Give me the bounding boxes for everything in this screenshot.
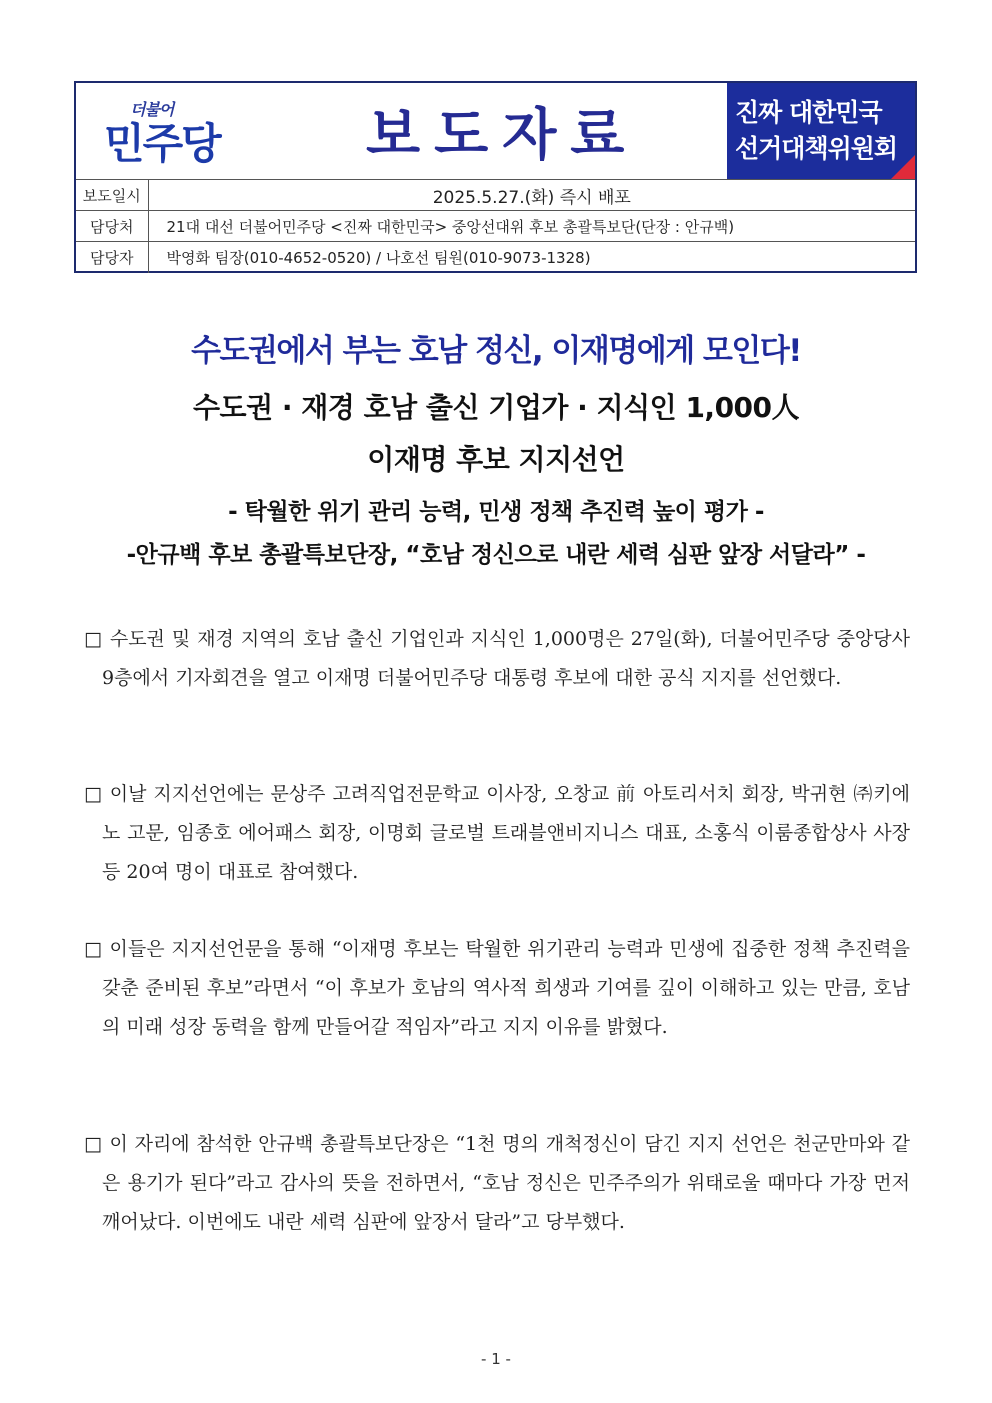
- body-paragraph: □ 수도권 및 재경 지역의 호남 출신 기업인과 지식인 1,000명은 27일(화), 더불어민주당 중앙당사 9층에서 기자회견을 열고 이재명 더불어민주당 대통령 후보에 대한 공식 지지를 선언했다.: [84, 628, 910, 689]
- info-label: 담당자: [76, 242, 148, 273]
- info-value: 박영화 팀장(010-4652-0520) / 나호선 팀원(010-9073-1328): [148, 242, 915, 273]
- info-row-date: [76, 180, 915, 211]
- main-headline: 수도권에서 부는 호남 정신, 이재명에게 모인다!: [191, 333, 801, 369]
- sub-headline-4: -안규백 후보 총괄특보단장, “호남 정신으로 내란 세력 심판 앞장 서달라” -: [126, 542, 866, 568]
- logo-small-text: 더불어: [130, 100, 174, 119]
- body-paragraph: □ 이날 지지선언에는 문상주 고려직업전문학교 이사장, 오창교 前 아토리서치 회장, 박귀현 ㈜키에노 고문, 임종호 에어패스 회장, 이명회 글로벌 트래블앤비지니스 대표, 소홍식 이룸종합상사 사장 등 20여 명이 대표로 참여했다.: [84, 783, 910, 883]
- body-paragraph: □ 이 자리에 참석한 안규백 총괄특보단장은 “1천 명의 개척정신이 담긴 지지 선언은 천군만마와 같은 용기가 된다”라고 감사의 뜻을 전하면서, “호남 정신은 민주주의가 위태로울 때마다 가장 먼저 깨어났다. 이번에도 내란 세력 심판에 앞장서 달라”고 당부했다.: [84, 1133, 910, 1233]
- page-number: - 1 -: [481, 1350, 511, 1368]
- body-paragraph: □ 이들은 지지선언문을 통해 “이재명 후보는 탁월한 위기관리 능력과 민생에 집중한 정책 추진력을 갖춘 준비된 후보”라면서 “이 후보가 호남의 역사적 희생과 기여를 깊이 이해하고 있는 만큼, 호남의 미래 성장 동력을 함께 만들어갈 적임자”라고 지지 이유를 밝혔다.: [84, 938, 910, 1038]
- red-corner-accent: [891, 155, 915, 179]
- sub-headline-3: - 탁월한 위기 관리 능력, 민생 정책 추진력 높이 평가 -: [228, 499, 764, 525]
- info-value: 2025.5.27.(화) 즉시 배포: [148, 180, 915, 211]
- campaign-line-2: 선거대책위원회: [735, 134, 898, 163]
- sub-headline-2: 이재명 후보 지지선언: [367, 443, 625, 476]
- release-info-table: [76, 179, 915, 273]
- logo-big-text: 민주당: [104, 119, 220, 168]
- press-release-header: [74, 81, 917, 273]
- sub-headline-1: 수도권 · 재경 호남 출신 기업가 · 지식인 1,000人: [192, 391, 800, 424]
- info-row-contact: [76, 242, 915, 273]
- info-row-department: [76, 211, 915, 242]
- page-title: 보도자료: [366, 103, 639, 168]
- info-value: 21대 대선 더불어민주당 <진짜 대한민국> 중앙선대위 후보 총괄특보단(단장 : 안규백): [148, 211, 915, 242]
- info-label: 담당처: [76, 211, 148, 242]
- campaign-line-1: 진짜 대한민국: [735, 98, 882, 127]
- party-logo: [104, 97, 244, 175]
- info-label: 보도일시: [76, 180, 148, 211]
- campaign-committee-badge: [727, 83, 915, 179]
